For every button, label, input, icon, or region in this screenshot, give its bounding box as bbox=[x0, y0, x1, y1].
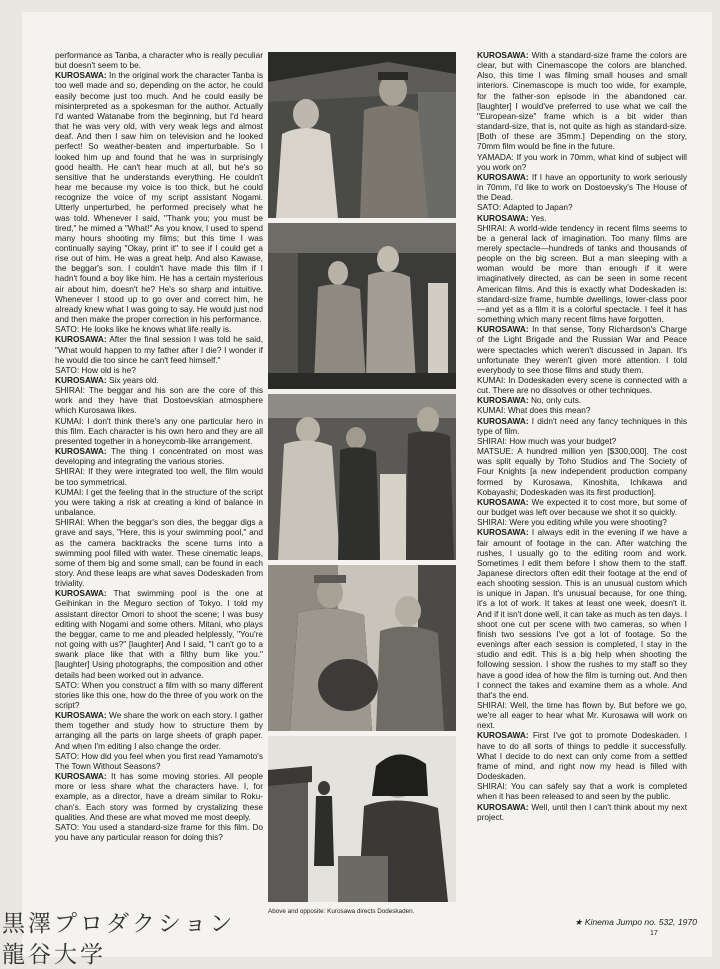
paragraph-text: KUMAI: I don't think there's any one particular hero in this film. Each character is his own hero and they are all presented together in a honeycomb-like arrangement. bbox=[55, 415, 263, 446]
page-number: 17 bbox=[650, 930, 658, 937]
paragraph-text: If I have an opportunity to work seriously in 70mm, I'd like to work on Dostoevsky's The House of the Dead. bbox=[477, 171, 687, 203]
interview-paragraph bbox=[477, 436, 687, 446]
film-still-1 bbox=[268, 52, 456, 218]
interview-paragraph bbox=[55, 70, 263, 324]
paragraph-text: We share the work on each story. I gather them together and study how to structure them by arranging all the parts on large sheets of graph paper. And when I'm editing I also change the order. bbox=[55, 710, 263, 751]
interview-paragraph bbox=[55, 334, 263, 364]
speaker-label: KUROSAWA: bbox=[477, 730, 529, 741]
watermark-line-2: 龍谷大学 bbox=[2, 942, 106, 968]
paragraph-text: YAMADA: If you work in 70mm, what kind of subject will you work on? bbox=[477, 151, 687, 172]
paragraph-text: First I've got to promote Dodeskaden. I have to do all sorts of things to peddle it successfully. What I decide to do next can only come from a settled frame of mind, and right now my head is filled with Dodeskaden. bbox=[477, 730, 687, 782]
interview-paragraph bbox=[477, 700, 687, 730]
speaker-label: KUROSAWA: bbox=[477, 50, 529, 60]
paragraph-text: SHIRAI: The beggar and his son are the core of this work and they have that Dostoevskian atmosphere which Kurosawa likes. bbox=[55, 385, 263, 416]
interview-paragraph bbox=[477, 517, 687, 527]
speaker-label: KUROSAWA: bbox=[55, 588, 107, 599]
magazine-page bbox=[22, 12, 712, 957]
interview-paragraph bbox=[477, 172, 687, 202]
interview-paragraph bbox=[55, 771, 263, 822]
paragraph-text: In that sense, Tony Richardson's Charge of the Light Brigade and the Russian War and Peace were spectacles which weren't discussed in Japan. It's unfortunate they weren't given more attention. I told everybody to see those films and study them. bbox=[477, 324, 687, 375]
speaker-label: KUROSAWA: bbox=[55, 446, 107, 457]
paragraph-text: Well, until then I can't think about my next project. bbox=[477, 801, 687, 822]
interview-paragraph bbox=[55, 680, 263, 710]
interview-paragraph bbox=[477, 781, 687, 801]
paragraph-text: SHIRAI: When the beggar's son dies, the beggar digs a grave and says, "Here, this is your swimming pool," and as the camera backtracks the scene turns into a swimming pool filled with water. These cinematic leaps, some of them big and some small, can be found in each story. And these leaps are what saves Dodeskaden from triviality. bbox=[55, 517, 263, 589]
interview-paragraph bbox=[477, 152, 687, 172]
paragraph-text: SATO: How old is he? bbox=[55, 364, 136, 375]
paragraph-text: SHIRAI: A world-wide tendency in recent films seems to be a general lack of imagination. Too many films are merely spectacle—hundreds of tanks and thousands of people on the big screen. But a man sleeping with a woman would be more than enough if it were imaginatively directed, as can be seen in some recent American films. And this is exactly what Dodeskaden is: standard-size frame, humble dwellings, lower-class poor—and yet as a film it is a colorful spectacle. I feel it has something which many recent films have forgotten. bbox=[477, 222, 687, 325]
paragraph-text: KUMAI: I get the feeling that in the structure of the script you were taking a risk at creating a kind of balance in unbalance. bbox=[55, 486, 263, 518]
speaker-label: KUROSAWA: bbox=[55, 375, 107, 385]
paragraph-text: KUMAI: In Dodeskaden every scene is connected with a cut. There are no dissolves or other techniques. bbox=[477, 375, 687, 396]
paragraph-text: Yes. bbox=[530, 212, 547, 223]
speaker-label: KUROSAWA: bbox=[477, 527, 529, 538]
paragraph-text: Six years old. bbox=[108, 375, 159, 385]
interview-paragraph bbox=[477, 375, 687, 395]
interview-paragraph bbox=[477, 395, 687, 405]
speaker-label: KUROSAWA: bbox=[477, 801, 529, 812]
film-still-2 bbox=[268, 223, 456, 389]
source-citation: ★ Kinema Jumpo no. 532, 1970 bbox=[574, 917, 697, 927]
paragraph-text: SHIRAI: Well, the time has flown by. But before we go, we're all eager to hear what Mr. Kurosawa will work on next. bbox=[477, 700, 687, 731]
interview-paragraph bbox=[477, 802, 687, 822]
paragraph-text: SATO: How did you feel when you first read Yamamoto's The Town Without Seasons? bbox=[55, 750, 263, 771]
speaker-label: KUROSAWA: bbox=[477, 171, 529, 182]
paragraph-text: In the original work the character Tanba is too well made and so, depending on the actor, he could easily become just too much. And he could easily be misinterpreted as a spokesman for the author. Actually I'd wanted Watanabe from the beginning, but I'd heard that he was very old, with very weak legs and almost deaf. And then I saw him on television and he looked perfect! So weather-beaten and imperturbable. So I looked him up and found that he was in surprisingly good health. He can't hear much at all, but he's so sensitive that he understands everything. He couldn't hear me because my voice is too thick, but he could recognize the voice of my script assistant Nogami. Utterly unperturbed, he performed precisely what he was told. Whenever I said, "Thank you; you must be tired," he mimed a "What!" As you know, I used to spend many hours shooting my films; but this time I was continually saying "Okay, print it" to see if I could get a rise out of him. He was a great help. And also Kawase, the beggar's son. I couldn't have made this film if I hadn't found a boy like him. He has a certain mysterious air about him, doesn't he? He's so sharp and intuitive. Whenever I stood up to go over and correct him, he already knew what I was going to say. He would just nod and then make the proper correction in his performance. bbox=[55, 70, 263, 325]
speaker-label: KUROSAWA: bbox=[477, 324, 529, 335]
interview-paragraph bbox=[55, 50, 263, 70]
film-still-5 bbox=[268, 736, 456, 902]
interview-paragraph bbox=[55, 466, 263, 486]
interview-paragraph bbox=[477, 213, 687, 223]
paragraph-text: performance as Tanba, a character who is really peculiar but doesn't seem to be. bbox=[55, 50, 263, 71]
interview-paragraph bbox=[477, 50, 687, 152]
paragraph-text: MATSUE: A hundred million yen [$300,000]. The cost was split equally by Toho Studios and The Society of Four Knights [a new independent production company formed by Kurosawa, Kinoshita, Ichikawa and Kobayashi; Dodeskaden was its first production]. bbox=[477, 446, 687, 497]
interview-paragraph bbox=[55, 822, 263, 842]
speaker-label: KUROSAWA: bbox=[477, 212, 529, 223]
interview-paragraph bbox=[477, 416, 687, 436]
paragraph-text: SHIRAI: You can safely say that a work is completed when it has been released to and seen by the public. bbox=[477, 781, 687, 802]
paragraph-text: I always edit in the evening if we have a fair amount of footage in the can. After watching the rushes, I usually go to the editing room and work. Sometimes I edit them before I show them to the staff. Japanese directors often edit their footage at the end of each shooting session. This is an unusual custom which is unique in Japan. It's unusual because, for one thing, it's a lot of work. It takes at least one week, doesn't it. And if it isn't done well, it can take as much as ten days. I shoot one cut per scene with two cameras, so when I finish two sessions I've got a lot of footage. So the evenings after each session is completed, I stay in the studio and edit. This is a big help when shooting the following session. I show the rushes to my staff so they have a good idea of how the film is turning out. And then I connect the takes and examine them as a whole. And that's the end. bbox=[477, 527, 687, 700]
interview-paragraph bbox=[477, 405, 687, 415]
film-still-3 bbox=[268, 394, 456, 560]
film-still-4 bbox=[268, 565, 456, 731]
interview-paragraph bbox=[477, 446, 687, 497]
interview-paragraph bbox=[477, 223, 687, 325]
interview-paragraph bbox=[477, 730, 687, 781]
speaker-label: KUROSAWA: bbox=[55, 710, 107, 721]
interview-paragraph bbox=[55, 517, 263, 588]
paragraph-text: It has some moving stories. All people more or less share what the characters have. I, for example, as a director, have a dream similar to Roku-chan's. Each story was formed by crystalizing these qualities. And these are what moved me most deeply. bbox=[55, 771, 263, 822]
interview-paragraph bbox=[55, 588, 263, 679]
paragraph-text: SHIRAI: How much was your budget? bbox=[477, 435, 617, 446]
speaker-label: KUROSAWA: bbox=[55, 771, 107, 782]
paragraph-text: The thing I concentrated on most was developing and integrating the various stories. bbox=[55, 446, 263, 467]
interview-paragraph bbox=[55, 446, 263, 466]
interview-paragraph bbox=[55, 324, 263, 334]
paragraph-text: SATO: When you construct a film with so many different stories like this one, how do the three of you work on the script? bbox=[55, 679, 263, 710]
paragraph-text: After the final session I was told he said, "What would happen to my father after I die? I wonder if he would die too since he can't feed himself." bbox=[55, 334, 263, 365]
interview-column-left bbox=[55, 50, 263, 930]
interview-paragraph bbox=[55, 365, 263, 375]
speaker-label: KUROSAWA: bbox=[55, 334, 107, 345]
interview-paragraph bbox=[477, 324, 687, 375]
paragraph-text: We expected it to cost more, but some of our budget was left over because we shot it so quickly. bbox=[477, 496, 687, 518]
speaker-label: KUROSAWA: bbox=[55, 70, 107, 81]
paragraph-text: No, only cuts. bbox=[530, 395, 582, 406]
paragraph-text: KUMAI: What does this mean? bbox=[477, 405, 591, 416]
photo-caption: Above and opposite: Kurosawa directs Dodeskaden. bbox=[268, 908, 415, 915]
interview-paragraph bbox=[55, 375, 263, 385]
speaker-label: KUROSAWA: bbox=[477, 496, 529, 507]
interview-column-right bbox=[477, 50, 687, 930]
interview-paragraph bbox=[477, 497, 687, 517]
interview-paragraph bbox=[55, 751, 263, 771]
speaker-label: KUROSAWA: bbox=[477, 395, 529, 406]
paragraph-text: SHIRAI: If they were integrated too well, the film would be too symmetrical. bbox=[55, 466, 263, 487]
interview-paragraph bbox=[55, 385, 263, 415]
interview-paragraph bbox=[55, 710, 263, 751]
paragraph-text: With a standard-size frame the colors are clear, but with Cinemascope the colors are blanched. Also, this time I was filming small houses and small interiors. Cinemascope is much too wide, for example, for the father-son episode in the abandoned car. [laughter] I would've preferred to use what we call the "European-size" frame which is a bit wider than standard-size, that is, not quite as high as standard-size. [Both of these are 35mm.] Depending on the story, 70mm film would be fine in the future. bbox=[477, 50, 687, 152]
interview-paragraph bbox=[477, 202, 687, 212]
speaker-label: KUROSAWA: bbox=[477, 415, 529, 426]
paragraph-text: SATO: Adapted to Japan? bbox=[477, 202, 573, 213]
paragraph-text: SATO: He looks like he knows what life really is. bbox=[55, 324, 232, 335]
paragraph-text: SHIRAI: Were you editing while you were shooting? bbox=[477, 517, 667, 528]
interview-paragraph bbox=[55, 487, 263, 517]
interview-paragraph bbox=[477, 527, 687, 700]
paragraph-text: I didn't need any fancy techniques in this type of film. bbox=[477, 415, 687, 436]
paragraph-text: SATO: You used a standard-size frame for this film. Do you have any particular reason for doing this? bbox=[55, 821, 263, 843]
paragraph-text: That swimming pool is the one at Geihinkan in the Meguro section of Tokyo. I told my assistant director Omori to shoot the scene; I was busy editing with Nogami and some others. Mitani, who plays the beggar, came to me and pleaded helplessly, "You're not going with us?" [laughter] And I said, "I can't go to a swank place like that with a filthy bum like you." [laughter] Using photographs, the composition and other details had been worked out in advance. bbox=[55, 588, 263, 680]
watermark-line-1: 黒澤プロダクション bbox=[2, 911, 236, 937]
interview-paragraph bbox=[55, 416, 263, 446]
